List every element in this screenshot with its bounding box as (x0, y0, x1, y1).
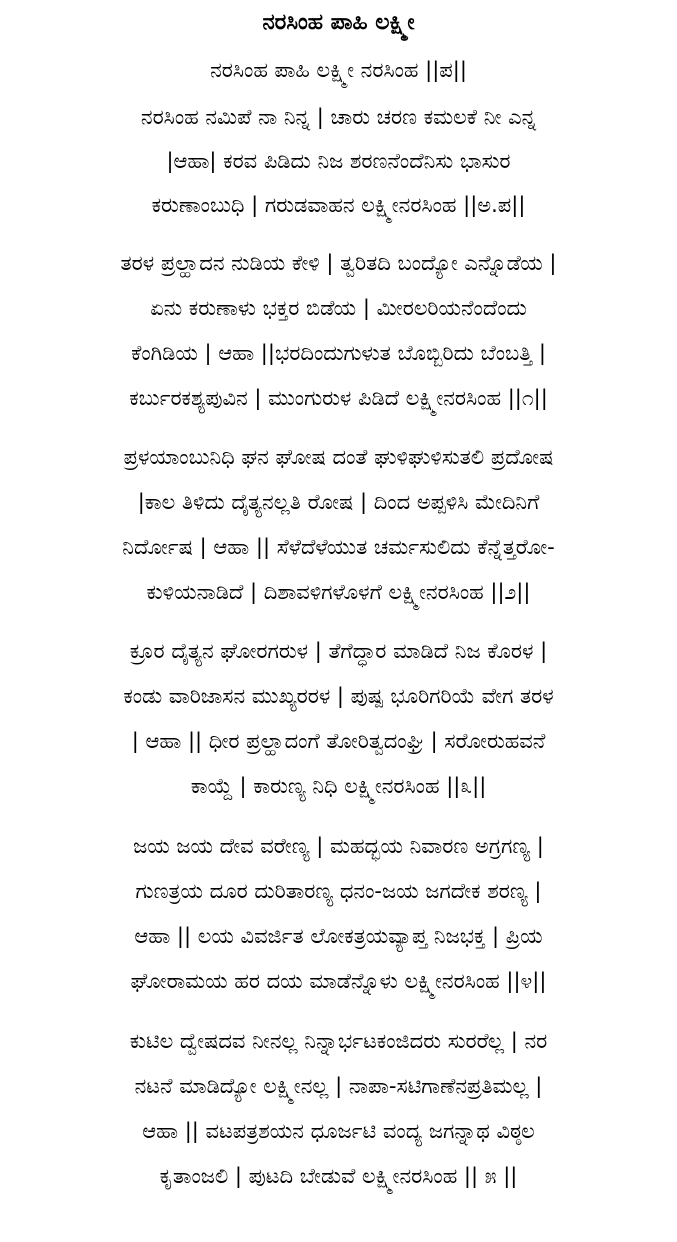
stanza-5-line-1: ಕುಟಿಲ ದ್ವೇಷದವ ನೀನಲ್ಲ ನಿನ್ನಾರ್ಭಟಕಂಜಿದರು ಸುರರೆಲ್ಲ | ನರ (129, 1029, 548, 1053)
stanza-3-line-1: ಕ್ರೂರ ದೈತ್ಯನ ಘೋರಗರುಳ | ತೆಗೆದ್ಧಾರ ಮಾಡಿದೆ ನಿಜ ಕೊರಳ | (129, 639, 548, 663)
anupallavi-line-1: ನರಸಿಂಹ ನಮಿಪೆ ನಾ ನಿನ್ನ | ಚಾರು ಚರಣ ಕಮಲಕೆ ನೀ ಎನ್ನ (140, 105, 537, 129)
stanza-4-line-4: ಘೋರಾಮಯ ಹರ ದಯ ಮಾಡೆನ್ನೊಳು ಲಕ್ಷ್ಮೀನರಸಿಂಹ ||೪|| (130, 969, 547, 993)
stanza-1-line-4: ಕರ್ಬುರಕಶ್ಯಪುವಿನ | ಮುಂಗುರುಳ ಪಿಡಿದೆ ಲಕ್ಷ್ಮೀನರಸಿಂಹ ||೧|| (129, 386, 548, 410)
stanza-2-line-2: |ಕಾಲ ತಿಳಿದು ದೈತ್ಯನಲ್ಲತಿ ರೋಷ | ದಿಂದ ಅಪ್ಪಳಿಸಿ ಮೇದಿನಿಗೆ (137, 490, 540, 514)
stanza-4-line-3: ಆಹಾ || ಲಯ ವಿವರ್ಜಿತ ಲೋಕತ್ರಯವ್ಯಾಪ್ತ ನಿಜಭಕ್ತ | ಪ್ರಿಯ (134, 924, 543, 948)
stanza-5-line-2: ನಟನೆ ಮಾಡಿದ್ಯೋ ಲಕ್ಷ್ಮೀನಲ್ಲ | ನಾಪಾ-ಸಟಿಗಾಣೆನಪ್ರತಿಮಲ್ಲ | (134, 1074, 543, 1098)
stanza-1-line-2: ಏನು ಕರುಣಾಳು ಭಕ್ತರ ಬಿಡೆಯ | ಮೀರಲರಿಯನೆಂದೆಂದು (150, 296, 527, 320)
stanza-2-line-3: ನಿರ್ದೋಷ | ಆಹಾ || ಸೆಳೆದೆಳೆಯುತ ಚರ್ಮಸುಲಿದು ಕೆನ್ನೆತ್ತರೋ- (122, 535, 555, 559)
stanza-3-line-4: ಕಾಯ್ದೆ | ಕಾರುಣ್ಯ ನಿಧಿ ಲಕ್ಷ್ಮೀನರಸಿಂಹ ||೩|| (190, 774, 487, 798)
stanza-1-line-1: ತರಳ ಪ್ರಲ್ಹಾದನ ನುಡಿಯ ಕೇಳಿ | ತ್ವರಿತದಿ ಬಂದ್ಯೋ ಎನ್ನೊಡೆಯ | (120, 251, 557, 275)
stanza-4-line-1: ಜಯ ಜಯ ದೇವ ವರೇಣ್ಯ | ಮಹದ್ಭಯ ನಿವಾರಣ ಅಗ್ರಗಣ್ಯ | (133, 834, 544, 858)
stanza-5-line-3: ಆಹಾ || ವಟಪತ್ರಶಯನ ಧೂರ್ಜಟಿ ವಂದ್ಯ ಜಗನ್ನಾಥ ವಿಠ್ಠಲ (142, 1119, 535, 1143)
song-title: ನರಸಿಂಹ ಪಾಹಿ ಲಕ್ಷ್ಮೀ (262, 10, 415, 35)
stanza-3-line-3: | ಆಹಾ || ಧೀರ ಪ್ರಲ್ಹಾದಂಗೆ ತೋರಿತ್ವದಂಘ್ರಿ | ಸರೋರುಹವನೆ (131, 729, 546, 753)
stanza-2-line-4: ಕುಳಿಯನಾಡಿದೆ | ದಿಶಾವಳಿಗಳೊಳಗೆ ಲಕ್ಷ್ಮೀನರಸಿಂಹ ||೨|| (146, 580, 531, 604)
pallavi-line: ನರಸಿಂಹ ಪಾಹಿ ಲಕ್ಷ್ಮೀ ನರಸಿಂಹ ||ಪ|| (210, 58, 467, 82)
stanza-5-line-4: ಕೃತಾಂಜಲಿ | ಪುಟದಿ ಬೇಡುವೆ ಲಕ್ಷ್ಮೀನರಸಿಂಹ || ೫ || (159, 1164, 518, 1188)
stanza-3-line-2: ಕಂಡು ವಾರಿಜಾಸನ ಮುಖ್ಯರರಳ | ಪುಷ್ಪ ಭೂರಿಗರಿಯೆ ವೇಗ ತರಳ (123, 684, 554, 708)
stanza-4-line-2: ಗುಣತ್ರಯ ದೂರ ದುರಿತಾರಣ್ಯ ಧನಂ-ಜಯ ಜಗದೇಕ ಶರಣ್ಯ | (135, 879, 542, 903)
stanza-1-line-3: ಕೆಂಗಿಡಿಯ | ಆಹಾ ||ಭರದಿಂದುಗುಳುತ ಬೊಬ್ಬಿರಿದು ಬೆಂಬತ್ತಿ | (131, 341, 546, 365)
stanza-2-line-1: ಪ್ರಳಯಾಂಬುನಿಧಿ ಘನ ಘೋಷ ದಂತೆ ಘುಳಿಘುಳಿಸುತಲಿ ಪ್ರದೋಷ (123, 445, 554, 469)
anupallavi-line-2: |ಆಹಾ| ಕರವ ಪಿಡಿದು ನಿಜ ಶರಣನೆಂದೆನಿಸು ಭಾಸುರ (166, 149, 511, 173)
anupallavi-line-3: ಕರುಣಾಂಬುಧಿ | ಗರುಡವಾಹನ ಲಕ್ಷ್ಮೀನರಸಿಂಹ ||ಅ.ಪ|| (151, 193, 526, 217)
